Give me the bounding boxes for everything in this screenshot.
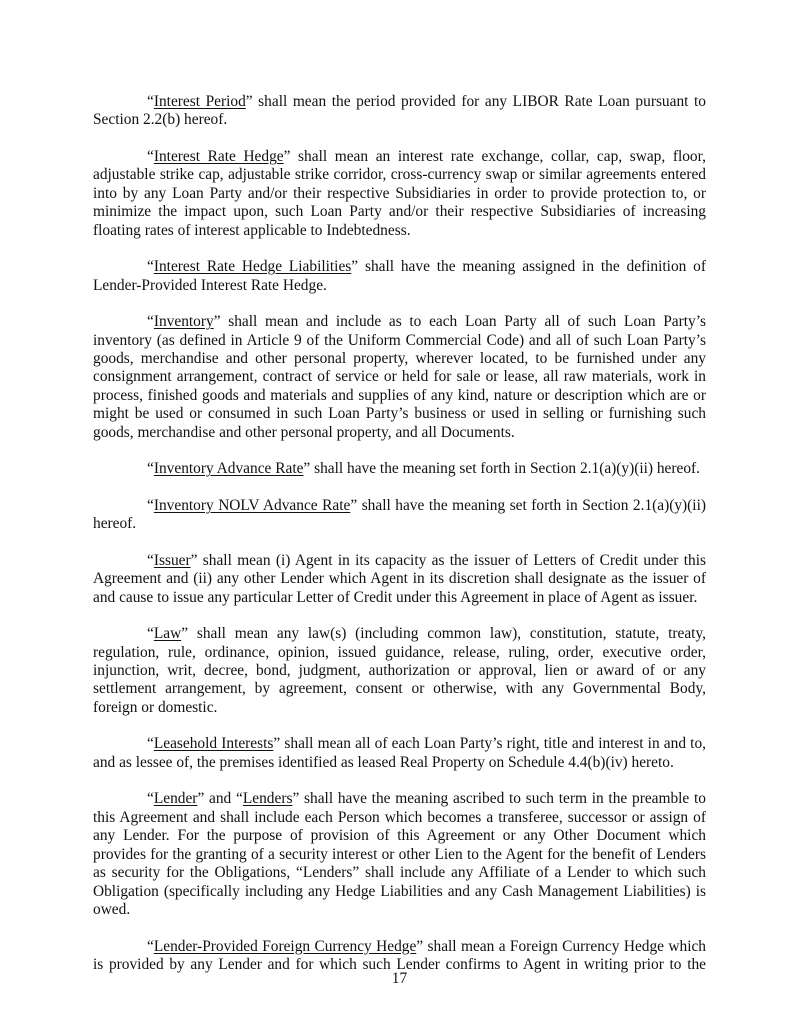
- definition-line: consignment arrangement, contract of service or held for sale or lease, all raw materials, work in: [93, 368, 706, 386]
- definition-inventory: [93, 313, 706, 442]
- definition-line: is provided by any Lender and for which such Lender confirms to Agent in writing prior to the: [93, 955, 706, 973]
- definition-line: regulation, rule, ordinance, opinion, issued guidance, release, ruling, order, executive order,: [93, 643, 706, 661]
- definition-line: into by any Loan Party and/or their respective Subsidiaries in order to provide protection to, or: [93, 184, 706, 202]
- open-quote: “: [147, 258, 154, 276]
- definition-first-line: [93, 258, 706, 276]
- definition-text: ” shall have the meaning set forth in Section 2.1(a)(y)(ii) hereof.: [303, 460, 701, 478]
- definition-line: this Agreement and shall include each Person which becomes a transferee, successor or assign of: [93, 808, 706, 826]
- defined-term: Issuer: [153, 551, 191, 569]
- definition-text: ” shall mean an interest rate exchange, collar, cap, swap, floor,: [283, 148, 706, 165]
- definition-line: Agreement and (ii) any other Lender which Agent in its discretion shall designate as the issuer of: [93, 570, 706, 588]
- open-quote: “: [147, 790, 154, 808]
- defined-term: Lender: [153, 790, 198, 808]
- definition-line: Lender-Provided Interest Rate Hedge.: [93, 276, 327, 294]
- definition-text: ” shall have the meaning ascribed to such term in the preamble to: [292, 790, 706, 808]
- definition-text: ” shall have the meaning assigned in the definition of: [351, 258, 706, 276]
- definition-text: ” shall mean (i) Agent in its capacity as the issuer of Letters of Credit under this: [190, 551, 706, 569]
- definition-line: goods, merchandise and other personal property, wherever located, to be furnished under any: [93, 350, 706, 368]
- definition-first-line: [93, 497, 706, 515]
- definition-line: injunction, writ, decree, bond, judgment, authorization or approval, lien or award of or any: [93, 662, 706, 680]
- open-quote: “: [147, 496, 154, 514]
- open-quote: “: [147, 625, 154, 643]
- definition-line: Obligation (specifically including any Hedge Liabilities and any Cash Management Liabilities) is: [93, 882, 706, 900]
- definition-first-line: [93, 735, 706, 753]
- definition-line: process, finished goods and materials and supplies of any kind, nature or description which are or: [93, 386, 706, 404]
- definition-interest-rate-hedge: [93, 148, 706, 240]
- term-connector: ” and “: [197, 790, 243, 808]
- definition-line: inventory (as defined in Article 9 of the Uniform Commercial Code) and all of such Loan Party’s: [93, 331, 706, 349]
- definition-lender: [93, 790, 706, 919]
- definition-line: floating rates of interest applicable to Indebtedness.: [93, 221, 411, 239]
- definition-line: and as lessee of, the premises identified as leased Real Property on Schedule 4.4(b)(iv) hereto.: [93, 753, 674, 771]
- definition-line: goods, merchandise and other personal property, and all Documents.: [93, 423, 515, 441]
- definition-line: any Lender. For the purpose of provision of this Agreement or any Other Document which: [93, 827, 706, 845]
- definition-inventory-advance-rate: [93, 460, 706, 478]
- defined-term: Interest Rate Hedge Liabilities: [153, 258, 352, 276]
- definition-line: might be used or consumed in such Loan Party’s business or used in selling or furnishing such: [93, 405, 706, 423]
- definition-text: ” shall mean and include as to each Loan Party all of such Loan Party’s: [213, 313, 706, 331]
- defined-term: Lender-Provided Foreign Currency Hedge: [153, 937, 417, 955]
- definition-first-line: [93, 313, 706, 331]
- defined-term: Interest Rate Hedge: [153, 148, 284, 165]
- definition-line: and cause to issue any particular Letter of Credit under this Agreement in place of Agent as issuer.: [93, 588, 698, 606]
- definition-first-line: [93, 460, 706, 478]
- definition-issuer: [93, 552, 706, 607]
- open-quote: “: [147, 735, 154, 753]
- definition-line: settlement arrangement, by agreement, consent or otherwise, with any Governmental Body,: [93, 680, 706, 698]
- definition-law: [93, 625, 706, 717]
- definition-line: Section 2.2(b) hereof.: [93, 111, 228, 129]
- document-page: [93, 93, 706, 993]
- definition-line: owed.: [93, 900, 131, 918]
- definition-first-line: [93, 938, 706, 956]
- definition-line: adjustable strike cap, adjustable strike corridor, cross-currency swap or similar agreements entered: [93, 166, 706, 184]
- defined-term: Interest Period: [153, 93, 246, 110]
- open-quote: “: [147, 460, 154, 478]
- defined-term: Law: [153, 625, 182, 643]
- definition-line: minimize the impact upon, such Loan Party and/or their respective Subsidiaries of increasing: [93, 203, 706, 221]
- definition-text: ” shall mean a Foreign Currency Hedge which: [416, 937, 706, 955]
- open-quote: “: [147, 551, 154, 569]
- definition-line: as security for the Obligations, “Lenders” shall include any Affiliate of a Lender to which such: [93, 864, 706, 882]
- definition-text: ” shall mean all of each Loan Party’s right, title and interest in and to,: [273, 735, 706, 753]
- open-quote: “: [147, 313, 154, 331]
- open-quote: “: [147, 148, 154, 165]
- definition-line: provides for the granting of a security interest or other Lien to the Agent for the benefit of Lenders: [93, 845, 706, 863]
- page-number: 17: [391, 970, 408, 987]
- defined-term: Inventory: [153, 313, 214, 331]
- definition-first-line: [93, 625, 706, 643]
- definition-text: ” shall mean any law(s) (including common law), constitution, statute, treaty,: [181, 625, 706, 643]
- definition-line: foreign or domestic.: [93, 698, 218, 716]
- defined-term: Inventory Advance Rate: [153, 460, 304, 478]
- definition-first-line: [93, 790, 706, 808]
- definition-text: ” shall mean the period provided for any LIBOR Rate Loan pursuant to: [245, 93, 706, 110]
- definition-first-line: [93, 552, 706, 570]
- defined-term: Inventory NOLV Advance Rate: [153, 496, 351, 514]
- definition-inventory-nolv-advance-rate: [93, 497, 706, 534]
- definition-interest-period: [93, 93, 706, 130]
- definition-line: hereof.: [93, 515, 137, 533]
- definition-leasehold-interests: [93, 735, 706, 772]
- open-quote: “: [147, 937, 154, 955]
- definition-interest-rate-hedge-liabilities: [93, 258, 706, 295]
- definition-first-line: [93, 93, 706, 111]
- defined-term: Leasehold Interests: [153, 735, 274, 753]
- definition-first-line: [93, 148, 706, 166]
- open-quote: “: [147, 93, 154, 110]
- definition-lender-provided-foreign-currency-hedge: [93, 938, 706, 975]
- definition-text: ” shall have the meaning set forth in Section 2.1(a)(y)(ii): [350, 496, 706, 514]
- defined-term: Lenders: [242, 790, 293, 808]
